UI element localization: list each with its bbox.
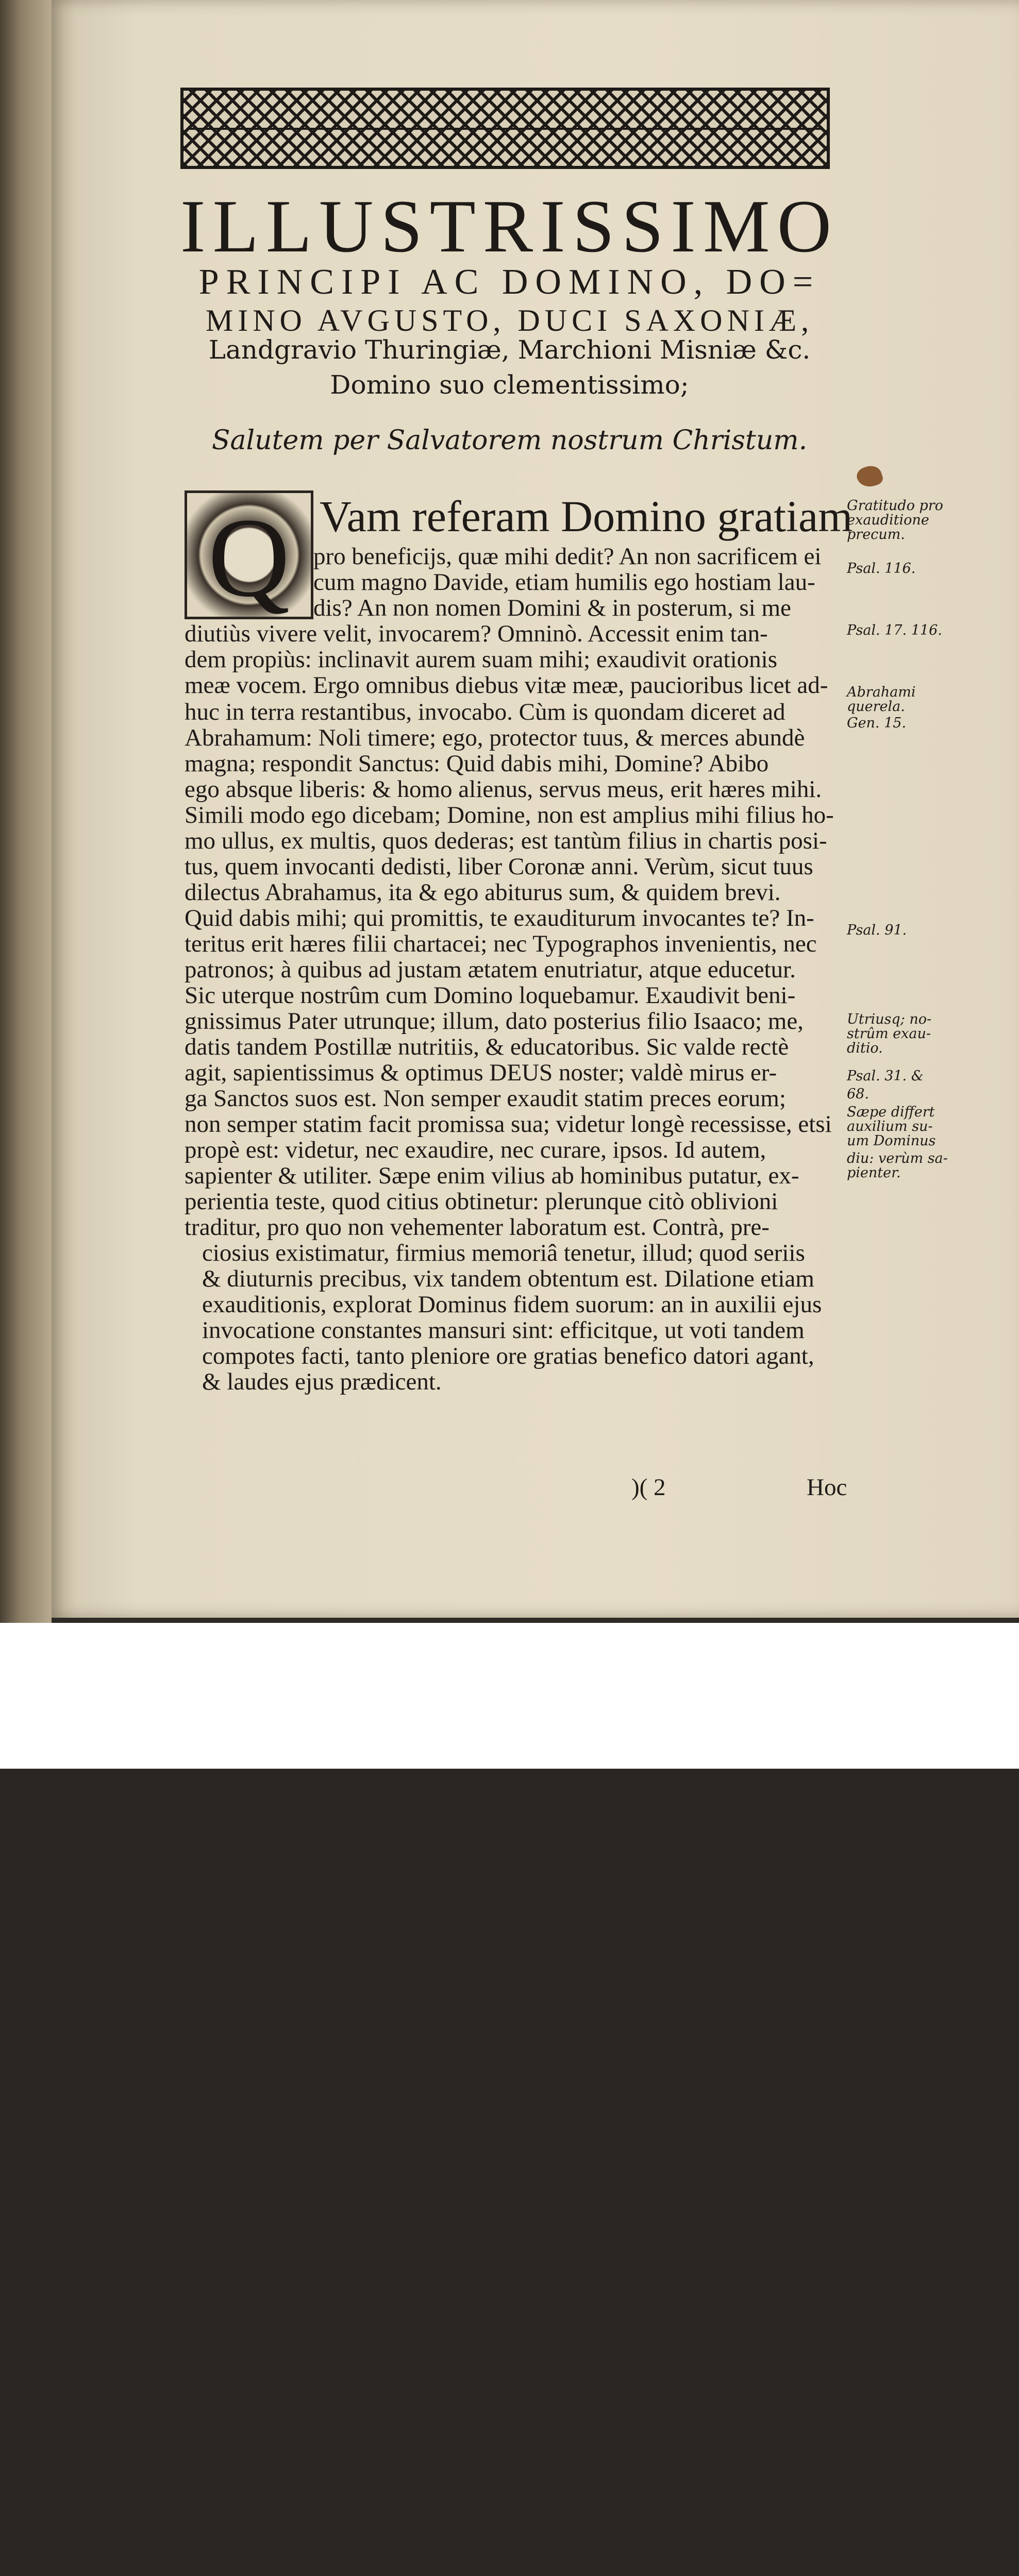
margin-note: Psal. 31. & <box>847 1068 924 1084</box>
margin-note: Gratitudo pro <box>847 498 943 514</box>
body-line: ego absque liberis: & homo alienus, servus meus, erit hæres mihi. <box>185 776 822 803</box>
body-line: tus, quem invocanti dedisti, liber Coronæ anni. Verùm, sicut tuus <box>185 853 813 880</box>
body-line: invocatione constantes mansuri sint: efficitque, ut voti tandem <box>202 1317 805 1344</box>
margin-note: Psal. 91. <box>847 922 907 938</box>
body-line: Abrahamum: Noli timere; ego, protector tuus, & merces abundè <box>185 724 805 751</box>
body-line: sapienter & utiliter. Sæpe enim vilius ab hominibus putatur, ex- <box>185 1162 799 1189</box>
body-line: teritus erit hæres filii chartacei; nec Typographos invenientis, nec <box>185 930 817 957</box>
body-line: Sic uterque nostrûm cum Domino loquebamur. Exaudivit beni- <box>185 982 796 1009</box>
body-line: Quid dabis mihi; qui promittis, te exauditurum invocantes te? In- <box>185 905 814 931</box>
body-line: ciosius existimatur, firmius memoriâ tenetur, illud; quod seriis <box>202 1240 805 1266</box>
decorative-headpiece <box>180 88 830 169</box>
signature-mark: )( 2 <box>631 1474 666 1501</box>
body-line: agit, sapientissimus & optimus DEUS noster; valdè mirus er- <box>185 1059 777 1086</box>
body-line: dilectus Abrahamus, ita & ego abiturus sum, & quidem brevi. <box>185 879 781 906</box>
body-line: gnissimus Pater utrunque; illum, dato posterius filio Isaaco; me, <box>185 1008 804 1035</box>
viewer-footer <box>0 1623 1019 1769</box>
body-line: traditur, pro quo non vehementer laboratum est. Contrà, pre- <box>185 1214 770 1241</box>
body-line: datis tandem Postillæ nutritiis, & educatoribus. Sic valde rectè <box>185 1033 789 1060</box>
margin-note: strûm exau- <box>847 1026 931 1042</box>
body-line: diutiùs vivere velit, invocarem? Omninò. Accessit enim tan- <box>185 620 768 647</box>
margin-note: Utriusq; no- <box>847 1011 932 1027</box>
margin-note: exauditione <box>847 512 929 528</box>
margin-note: 68. <box>847 1086 869 1102</box>
body-line: exauditionis, explorat Dominus fidem suorum: an in auxilii ejus <box>202 1291 822 1318</box>
title-line-1: ILLUSTRISSIMO <box>180 184 839 268</box>
body-line: meæ vocem. Ergo omnibus diebus vitæ meæ, paucioribus licet ad- <box>185 672 828 699</box>
margin-note: Gen. 15. <box>847 715 907 731</box>
initial-letter: Q <box>208 495 290 620</box>
body-line: mo ullus, ex multis, quos dederas; est tantùm filius in chartis posi- <box>185 827 827 854</box>
salutation: Salutem per Salvatorem nostrum Christum. <box>211 425 808 456</box>
margin-note: Psal. 17. 116. <box>847 622 942 638</box>
body-line: & laudes ejus prædicent. <box>202 1368 442 1395</box>
margin-note: pienter. <box>847 1165 901 1181</box>
lead-text: Vam referam Domino gratiam <box>320 492 853 541</box>
title-line-3: MINO AVGUSTO, DUCI SAXONIÆ, <box>205 303 814 337</box>
body-line: patronos; à quibus ad justam ætatem enutriatur, atque educetur. <box>185 956 796 983</box>
body-line: pro beneficijs, quæ mihi dedit? An non sacrificem ei <box>313 543 822 570</box>
body-line: dis? An non nomen Domini & in posterum, si me <box>313 595 791 621</box>
body-line: cum magno Davide, etiam humilis ego hostiam lau- <box>313 569 815 596</box>
margin-note: ditio. <box>847 1040 883 1056</box>
body-line: magna; respondit Sanctus: Quid dabis mihi, Domine? Abibo <box>185 750 769 777</box>
title-line-5: Domino suo clementissimo; <box>330 370 689 400</box>
margin-note: um Dominus <box>847 1133 936 1149</box>
margin-note: auxilium su- <box>847 1118 933 1134</box>
margin-note: precum. <box>847 527 905 543</box>
body-line: & diuturnis precibus, vix tandem obtentum est. Dilatione etiam <box>202 1265 814 1292</box>
margin-note: querela. <box>847 699 905 715</box>
body-line: Simili modo ego dicebam; Domine, non est amplius mihi filius ho- <box>185 802 834 828</box>
title-line-4: Landgravio Thuringiæ, Marchioni Misniæ &c. <box>208 335 811 365</box>
decorated-initial <box>185 490 313 619</box>
catchword: Hoc <box>807 1474 847 1501</box>
body-line: compotes facti, tanto pleniore ore gratias benefico datori agant, <box>202 1343 814 1369</box>
margin-note: Abrahami <box>847 684 916 700</box>
margin-note: Sæpe differt <box>847 1104 935 1120</box>
body-line: huc in terra restantibus, invocabo. Cùm is quondam diceret ad <box>185 699 786 725</box>
body-line: ga Sanctos suos est. Non semper exaudit statim preces eorum; <box>185 1085 786 1112</box>
margin-note: diu: verùm sa- <box>847 1150 948 1166</box>
body-line: non semper statim facit promissa sua; videtur longè recessisse, etsi <box>185 1111 832 1138</box>
title-line-2: PRINCIPI AC DOMINO, DO= <box>198 262 821 302</box>
margin-note: Psal. 116. <box>847 561 916 577</box>
body-line: perientia teste, quod citius obtinetur: plerunque citò oblivioni <box>185 1188 778 1215</box>
body-line: propè est: videtur, nec exaudire, nec curare, ipsos. Id autem, <box>185 1137 766 1163</box>
body-line: dem propiùs: inclinavit aurem suam mihi; exaudivit orationis <box>185 646 777 673</box>
